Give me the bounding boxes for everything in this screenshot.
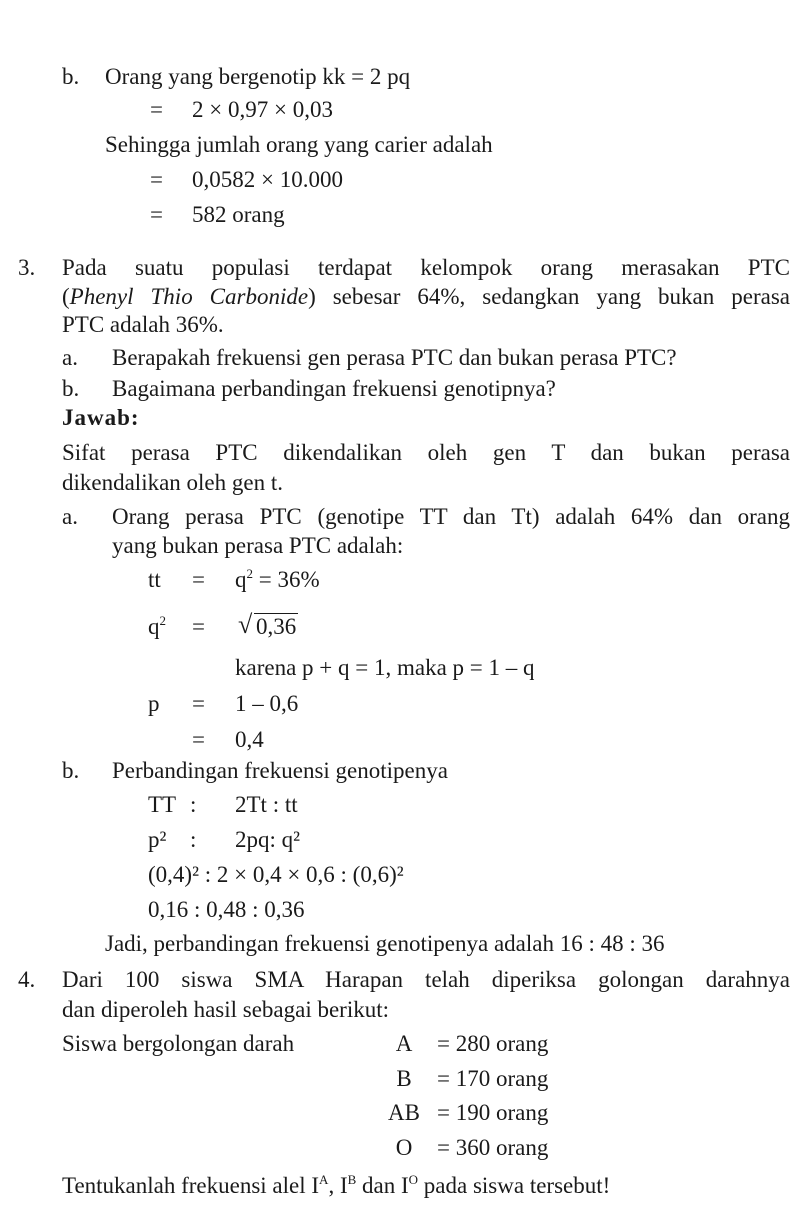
math-rhs: 0,4 — [235, 727, 264, 752]
body-text: Orang yang bergenotip kk = 2 pq — [105, 64, 411, 89]
math-rhs — [235, 566, 320, 594]
question-number: 3. — [18, 255, 36, 280]
question-text: Dari 100 siswa SMA Harapan telah diperiksa golongan darahnya — [62, 967, 790, 992]
answer-text: Sifat perasa PTC dikendalikan oleh gen T dan bukan perasa — [62, 440, 790, 465]
text: Tentukanlah frekuensi alel I — [62, 1173, 320, 1198]
calculation: 0,0582 × 10.000 — [192, 167, 343, 192]
var: q — [235, 567, 247, 592]
answer-text: Perbandingan frekuensi genotipenya — [112, 758, 448, 783]
text: dan I — [356, 1173, 409, 1198]
blood-count: = 170 orang — [437, 1066, 549, 1091]
blood-type: B — [396, 1066, 412, 1091]
exponent: 2 — [159, 613, 166, 628]
var: q — [148, 614, 160, 639]
conclusion: Jadi, perbandingan frekuensi genotipenya adalah 16 : 48 : 36 — [105, 931, 665, 956]
answer-text: yang bukan perasa PTC adalah: — [112, 533, 404, 558]
list-marker: b. — [62, 376, 80, 401]
ratio-line: 0,16 : 0,48 : 0,36 — [148, 897, 305, 922]
blood-count: = 190 orang — [437, 1100, 549, 1125]
math-lhs: tt — [148, 567, 161, 592]
equals-sign: = — [150, 202, 163, 227]
sub-question: Berapakah frekuensi gen perasa PTC dan bukan perasa PTC? — [112, 345, 677, 370]
ratio-right: 2Tt : tt — [235, 792, 298, 817]
math-rhs: 1 – 0,6 — [235, 691, 299, 716]
answer-text: Orang perasa PTC (genotipe TT dan Tt) adalah 64% dan orang — [112, 504, 790, 529]
blood-count: = 360 orang — [437, 1135, 549, 1160]
blood-type: O — [395, 1135, 413, 1160]
text: , I — [328, 1173, 348, 1198]
question-text: dan diperoleh hasil sebagai berikut: — [62, 997, 390, 1022]
task-text — [62, 1172, 610, 1200]
math-lhs: p — [148, 691, 160, 716]
ratio-left: p² — [148, 827, 167, 852]
italic-term: Phenyl Thio Carbonide — [69, 284, 309, 309]
text: pada siswa tersebut! — [418, 1173, 611, 1198]
answer-text: dikendalikan oleh gen t. — [62, 470, 283, 495]
ratio-colon: : — [190, 792, 197, 817]
ratio-colon: : — [190, 827, 197, 852]
question-number: 4. — [18, 967, 36, 992]
equals-sign: = — [192, 691, 205, 716]
math-note: karena p + q = 1, maka p = 1 – q — [235, 655, 535, 680]
body-text: Sehingga jumlah orang yang carier adalah — [105, 132, 493, 157]
ratio-line: (0,4)² : 2 × 0,4 × 0,6 : (0,6)² — [148, 862, 404, 887]
question-text: Pada suatu populasi terdapat kelompok orang merasakan PTC — [62, 255, 790, 280]
list-marker: a. — [62, 504, 78, 529]
allele-superscript: A — [319, 1172, 329, 1187]
list-marker: b. — [62, 64, 80, 89]
blood-count: = 280 orang — [437, 1031, 549, 1056]
blood-type: AB — [388, 1100, 420, 1125]
blood-type: A — [395, 1031, 413, 1056]
calculation: 2 × 0,97 × 0,03 — [192, 97, 333, 122]
question-text — [62, 283, 790, 311]
sub-question: Bagaimana perbandingan frekuensi genotipnya? — [112, 376, 556, 401]
list-marker: a. — [62, 345, 78, 370]
value: = 36% — [253, 567, 320, 592]
ratio-left: TT — [148, 792, 177, 817]
question-text: PTC adalah 36%. — [62, 312, 224, 337]
answer-label: Jawab: — [62, 405, 140, 430]
equals-sign: = — [150, 97, 163, 122]
equals-sign: = — [192, 614, 205, 639]
paren: ( — [62, 284, 70, 309]
text: ) sebesar 64%, sedangkan yang bukan perasa — [308, 284, 790, 309]
equals-sign: = — [192, 727, 205, 752]
allele-superscript: B — [347, 1172, 357, 1187]
exponent: 2 — [246, 566, 253, 581]
radical-sign-icon: √ — [238, 610, 253, 639]
square-root — [238, 610, 298, 641]
equals-sign: = — [150, 167, 163, 192]
math-lhs — [148, 613, 166, 641]
ratio-right: 2pq: q² — [235, 827, 301, 852]
radicand: 0,36 — [256, 614, 297, 639]
allele-superscript: O — [408, 1172, 419, 1187]
calculation: 582 orang — [192, 202, 285, 227]
equals-sign: = — [192, 567, 205, 592]
list-marker: b. — [62, 758, 80, 783]
group-label: Siswa bergolongan darah — [62, 1031, 295, 1056]
math-rhs — [238, 610, 298, 641]
